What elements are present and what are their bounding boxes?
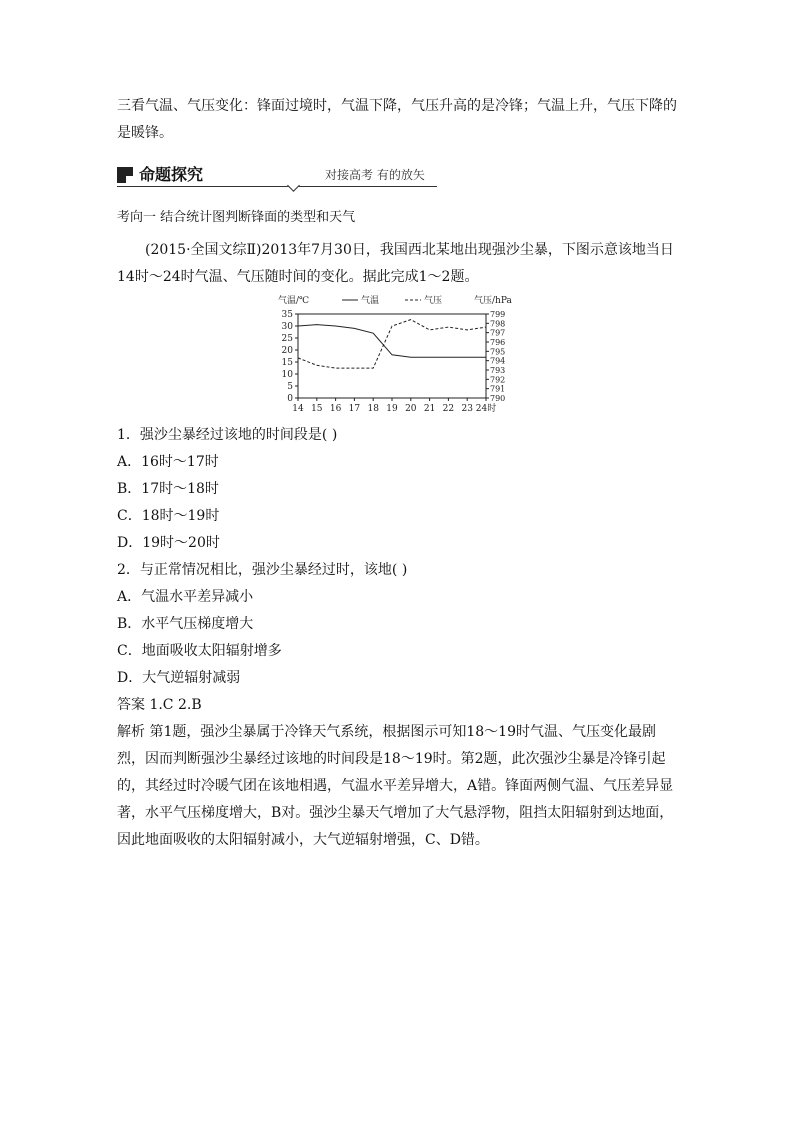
series-line-pressure [298,320,486,369]
x-axis-tick-label: 15 [311,404,323,414]
legend-label-temperature: 气温 [361,296,380,306]
analysis-paragraph: 解析 第1题，强沙尘暴属于冷锋天气系统，根据图示可知18～19时气温、气压变化最剧烈，因而判断强沙尘暴经过该地的时间段是18～19时。第2题，此次强沙尘暴是冷锋引起的，其经过时冷暖气团在该地相遇，气温水平差异增大，A错。锋面两侧气温、气压差异显著，水平气压梯度增大，B对。强沙尘暴天气增加了大气悬浮物，阻挡太阳辐射到达地面，因此地面吸收的太阳辐射减小，大气逆辐射增强，C、D错。 [117,724,674,848]
section-header [117,164,437,188]
right-axis-tick-label: 796 [490,338,506,347]
right-axis-tick-label: 799 [490,310,506,319]
intro-paragraph: 三看气温、气压变化：锋面过境时，气温下降，气压升高的是冷锋；气温上升，气压下降的是暖锋。 [117,98,677,141]
q1-option-c: C．18时～19时 [117,508,220,524]
x-axis-tick-label: 21 [423,404,436,414]
answer-line: 答案 1.C 2.B [117,697,202,713]
x-axis-tick-label: 17 [348,404,361,414]
right-axis-tick-label: 797 [490,328,506,338]
q2-text: 2．与正常情况相比，强沙尘暴经过时，该地( ) [117,562,408,578]
left-axis-tick-label: 5 [287,382,293,392]
q2-option-d: D．大气逆辐射减弱 [117,670,241,686]
x-axis-tick-label: 24时 [475,404,497,414]
q1-option-b: B．17时～18时 [117,481,219,497]
x-axis-tick-label: 19 [386,404,398,414]
left-axis-tick-label: 10 [281,370,293,380]
section-rule [117,186,437,187]
legend-label-pressure: 气压 [424,296,443,306]
x-axis-tick-label: 20 [405,404,417,414]
x-axis-tick-label: 23 [461,404,473,414]
section-square-icon [117,167,133,183]
question-stem: (2015·全国文综Ⅱ)2013年7月30日，我国西北某地出现强沙尘暴，下图示意该地当日14时～24时气温、气压随时间的变化。据此完成1～2题。 [117,242,674,285]
right-axis-tick-label: 793 [490,366,506,375]
right-axis-tick-label: 794 [490,356,506,366]
section-notch-icon [287,179,300,192]
left-axis-tick-label: 30 [281,322,293,332]
series-line-temperature [298,325,486,358]
right-axis-tick-label: 792 [490,375,506,385]
section-title: 命题探究 [139,165,204,184]
q2-option-a: A．气温水平差异减小 [117,589,254,605]
right-axis-tick-label: 791 [490,384,506,394]
q2-option-b: B．水平气压梯度增大 [117,616,254,632]
left-axis-tick-label: 0 [287,394,293,404]
left-axis-label: 气温/℃ [278,296,310,306]
topic-heading: 考向一 结合统计图判断锋面的类型和天气 [117,210,356,225]
left-axis-tick-label: 25 [281,334,293,344]
right-axis-tick-label: 795 [490,347,506,357]
temperature-pressure-chart [272,294,532,414]
x-axis-tick-label: 22 [442,404,455,414]
q2-option-c: C．地面吸收太阳辐射增多 [117,643,282,659]
right-axis-tick-label: 798 [490,319,506,329]
left-axis-tick-label: 20 [281,346,293,356]
x-axis-tick-label: 16 [329,404,342,414]
left-axis-tick-label: 35 [281,310,293,320]
x-axis-tick-label: 18 [367,404,379,414]
chart-svg [272,294,532,414]
right-axis-label: 气压/hPa [474,296,512,306]
right-axis-tick-label: 790 [490,394,506,403]
x-axis-tick-label: 14 [292,404,304,414]
q1-option-d: D．19时～20时 [117,535,220,551]
left-axis-tick-label: 15 [281,358,293,368]
section-subtitle: 对接高考 有的放矢 [325,168,425,182]
q1-option-a: A．16时～17时 [117,454,219,470]
q1-text: 1．强沙尘暴经过该地的时间段是( ) [117,427,338,443]
